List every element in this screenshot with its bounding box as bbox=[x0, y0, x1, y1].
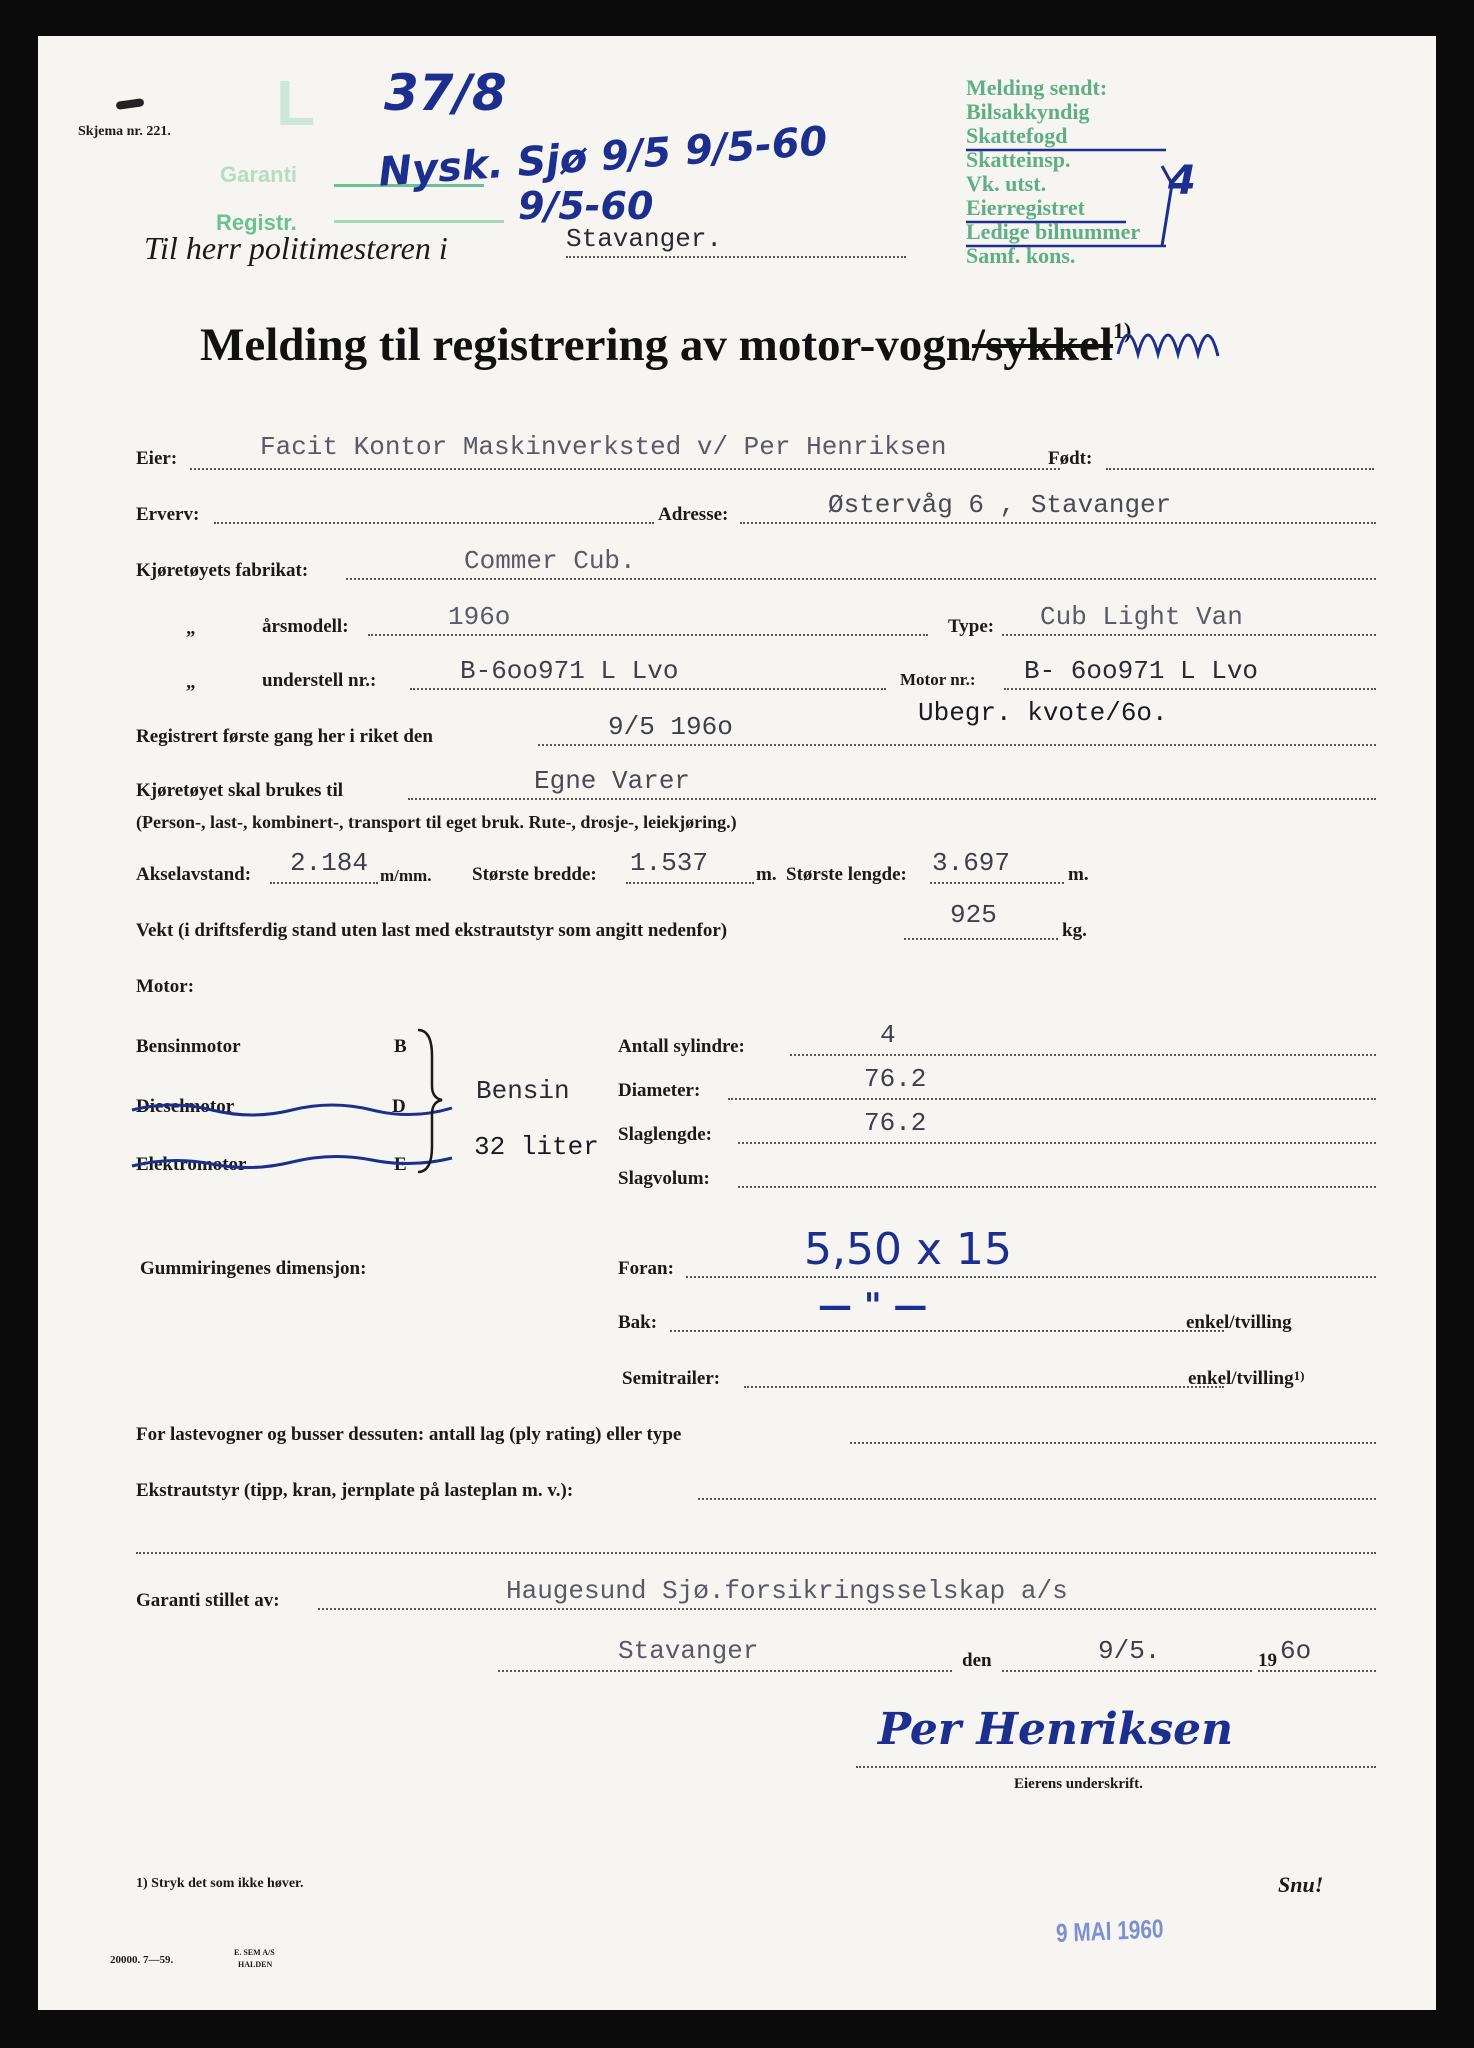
date-stamp: 9 MAI 1960 bbox=[1055, 1913, 1164, 1948]
corner-mark bbox=[116, 98, 145, 110]
strike-elektro bbox=[132, 1152, 452, 1172]
value-vekt: 925 bbox=[950, 900, 997, 930]
dotted-line bbox=[136, 1552, 1376, 1554]
unit-m: m. bbox=[1068, 864, 1089, 885]
label-brukes: Kjøretøyet skal brukes til bbox=[136, 780, 344, 801]
dotted-line bbox=[190, 468, 1060, 470]
dotted-line bbox=[904, 938, 1058, 940]
value-tank: 32 liter bbox=[474, 1132, 599, 1162]
title-main: Melding til registrering av motor-vogn bbox=[200, 319, 972, 371]
title-footnote: 1) bbox=[1112, 318, 1132, 343]
unit-m: m. bbox=[756, 864, 777, 885]
value-arsmodell: 196o bbox=[448, 602, 511, 632]
label-den: den bbox=[962, 1650, 992, 1671]
value-brukes: Egne Varer bbox=[534, 766, 691, 796]
label-fodt: Født: bbox=[1048, 448, 1093, 469]
owner-signature: Per Henriksen bbox=[878, 1704, 1234, 1755]
value-place: Stavanger bbox=[618, 1636, 759, 1666]
dotted-line bbox=[1258, 1670, 1376, 1672]
dotted-line bbox=[1004, 688, 1376, 690]
value-understell: B-6oo971 L Lvo bbox=[460, 656, 679, 686]
value-lengde: 3.697 bbox=[932, 848, 1011, 878]
value-kvote: Ubegr. kvote/6o. bbox=[918, 698, 1168, 728]
label-slagvolum: Slagvolum: bbox=[618, 1168, 710, 1189]
dotted-line bbox=[728, 1098, 1376, 1100]
handwritten-note: Nysk. Sjø 9/5 9/5-60 bbox=[376, 118, 829, 196]
notify-item: Skatteinsp. bbox=[966, 147, 1071, 172]
turn-over: Snu! bbox=[1278, 1872, 1324, 1897]
stamp-letter: L bbox=[276, 67, 316, 139]
notify-item: Melding sendt: bbox=[966, 75, 1108, 100]
footnote-text: 1) Stryk det som ikke høver. bbox=[136, 1876, 304, 1891]
addressee-label: Til herr politimesteren i bbox=[144, 230, 448, 266]
value-tyre-rear: — " — bbox=[818, 1286, 928, 1326]
addressee-city: Stavanger. bbox=[566, 224, 723, 254]
notify-item: Samf. kons. bbox=[966, 243, 1076, 268]
value-type: Cub Light Van bbox=[1040, 602, 1243, 632]
form-page bbox=[38, 36, 1436, 2010]
dotted-line bbox=[790, 1054, 1376, 1056]
dotted-line bbox=[850, 1442, 1376, 1444]
label-dieselmotor: Dieselmotor bbox=[136, 1096, 235, 1117]
title-scribble bbox=[1118, 316, 1238, 376]
notify-item: Bilsakkyndig bbox=[966, 99, 1090, 124]
label-lastevogner: For lastevogner og busser dessuten: antall lag (ply rating) eller type bbox=[136, 1424, 682, 1445]
stamp-registr: Registr. bbox=[216, 210, 297, 235]
dotted-line bbox=[368, 634, 928, 636]
ditto-mark: „ bbox=[186, 618, 196, 639]
value-diameter: 76.2 bbox=[864, 1064, 927, 1094]
unit-m-mm: m/mm. bbox=[380, 866, 432, 885]
value-eier: Facit Kontor Maskinverksted v/ Per Henriksen bbox=[260, 432, 947, 462]
label-garanti: Garanti stillet av: bbox=[136, 1590, 280, 1611]
value-akselavstand: 2.184 bbox=[290, 848, 369, 878]
label-type: Type: bbox=[948, 616, 995, 637]
dotted-line bbox=[214, 522, 654, 524]
value-fabrikat: Commer Cub. bbox=[464, 546, 636, 576]
handwritten-note-date: 9/5-60 bbox=[518, 184, 654, 228]
value-date: 9/5. bbox=[1098, 1636, 1161, 1666]
dotted-line bbox=[408, 798, 1376, 800]
dotted-line bbox=[670, 1330, 1224, 1332]
code-b: B bbox=[394, 1036, 407, 1057]
value-sylindre: 4 bbox=[880, 1020, 896, 1050]
value-motor-nr: B- 6oo971 L Lvo bbox=[1024, 656, 1259, 686]
value-bredde: 1.537 bbox=[630, 848, 709, 878]
label-akselavstand: Akselavstand: bbox=[136, 864, 252, 885]
label-motor: Motor: bbox=[136, 976, 195, 997]
dotted-line bbox=[346, 578, 1376, 580]
value-slaglengde: 76.2 bbox=[864, 1108, 927, 1138]
dotted-line bbox=[1002, 634, 1376, 636]
dotted-line bbox=[698, 1498, 1376, 1500]
notify-item: Ledige bilnummer bbox=[966, 219, 1141, 244]
dotted-line bbox=[738, 1142, 1376, 1144]
value-tyre-front: 5,50 x 15 bbox=[804, 1224, 1012, 1275]
box-tick: 4 bbox=[1168, 158, 1196, 204]
dotted-line bbox=[1002, 1670, 1252, 1672]
dotted-line bbox=[626, 882, 754, 884]
stamp-garanti: Garanti bbox=[220, 162, 298, 187]
label-motor-nr: Motor nr.: bbox=[900, 670, 976, 689]
strike-diesel bbox=[132, 1100, 452, 1120]
dotted-line bbox=[744, 1386, 1224, 1388]
year-prefix: 19 bbox=[1258, 1650, 1277, 1671]
printer-name: E. SEM A/S bbox=[234, 1948, 275, 1957]
label-ekstrautstyr: Ekstrautstyr (tipp, kran, jernplate på lasteplan m. v.): bbox=[136, 1480, 574, 1501]
label-elektromotor: Elektromotor bbox=[136, 1154, 247, 1175]
brace-icon bbox=[414, 1026, 444, 1176]
value-fuel: Bensin bbox=[476, 1076, 570, 1106]
label-bensinmotor: Bensinmotor bbox=[136, 1036, 241, 1057]
label-eier: Eier: bbox=[136, 448, 178, 469]
label-underskrift: Eierens underskrift. bbox=[1014, 1776, 1143, 1792]
ditto-mark: „ bbox=[186, 672, 196, 693]
label-storste-lengde: Største lengde: bbox=[786, 864, 907, 885]
value-adresse: Østervåg 6 , Stavanger bbox=[828, 490, 1172, 520]
code-e: E bbox=[394, 1154, 407, 1175]
footnote-mark: 1) bbox=[1293, 1368, 1305, 1383]
label-erverv: Erverv: bbox=[136, 504, 200, 525]
label-vekt: Vekt (i driftsferdig stand uten last med ekstrautstyr som angitt nedenfor) bbox=[136, 920, 728, 941]
dotted-line bbox=[856, 1766, 1376, 1768]
dotted-line bbox=[318, 1608, 1376, 1610]
label-fabrikat: Kjøretøyets fabrikat: bbox=[136, 560, 309, 581]
value-registrert: 9/5 196o bbox=[608, 712, 733, 742]
dotted-line bbox=[538, 744, 1376, 746]
label-registrert: Registrert første gang her i riket den bbox=[136, 726, 433, 747]
dotted-line bbox=[686, 1276, 1376, 1278]
label-sylindre: Antall sylindre: bbox=[618, 1036, 745, 1057]
unit-kg: kg. bbox=[1062, 920, 1087, 941]
dotted-line bbox=[740, 522, 1376, 524]
code-d: D bbox=[392, 1096, 406, 1117]
label-gummi: Gummiringenes dimensjon: bbox=[140, 1258, 367, 1279]
label-storste-bredde: Største bredde: bbox=[472, 864, 597, 885]
value-garanti: Haugesund Sjø.forsikringsselskap a/s bbox=[506, 1576, 1068, 1606]
dotted-line bbox=[270, 882, 378, 884]
label-foran: Foran: bbox=[618, 1258, 674, 1279]
notify-item: Skattefogd bbox=[966, 123, 1068, 148]
label-semitrailer: Semitrailer: bbox=[622, 1368, 721, 1389]
notify-item: Eierregistret bbox=[966, 195, 1085, 220]
dotted-line bbox=[410, 688, 886, 690]
form-number: Skjema nr. 221. bbox=[78, 124, 171, 139]
brukes-note: (Person-, last-, kombinert-, transport til eget bruk. Rute-, drosje-, leiekjøring.) bbox=[136, 812, 737, 832]
label-arsmodell: årsmodell: bbox=[262, 616, 349, 637]
label-slaglengde: Slaglengde: bbox=[618, 1124, 712, 1145]
handwritten-number: 37/8 bbox=[384, 64, 507, 122]
dotted-line bbox=[498, 1670, 952, 1672]
stamp-line bbox=[334, 220, 504, 223]
label-enkel-tvilling-2 bbox=[1188, 1368, 1304, 1390]
form-title bbox=[200, 318, 1131, 372]
title-struck: /sykkel bbox=[971, 319, 1113, 371]
label-diameter: Diameter: bbox=[618, 1080, 701, 1101]
dotted-line bbox=[738, 1186, 1376, 1188]
notify-item: Vk. utst. bbox=[966, 171, 1047, 196]
dotted-line bbox=[1106, 468, 1374, 470]
enkel-tvilling-text: enkel/tvilling bbox=[1188, 1368, 1294, 1389]
dotted-line bbox=[566, 256, 906, 258]
label-bak: Bak: bbox=[618, 1312, 658, 1333]
value-year: 6o bbox=[1280, 1636, 1312, 1666]
label-adresse: Adresse: bbox=[658, 504, 729, 525]
printer-city: HALDEN bbox=[238, 1960, 273, 1969]
printer-code: 20000. 7—59. bbox=[110, 1954, 174, 1966]
label-enkel-tvilling: enkel/tvilling bbox=[1186, 1312, 1292, 1333]
label-understell: understell nr.: bbox=[262, 670, 377, 691]
dotted-line bbox=[930, 882, 1064, 884]
